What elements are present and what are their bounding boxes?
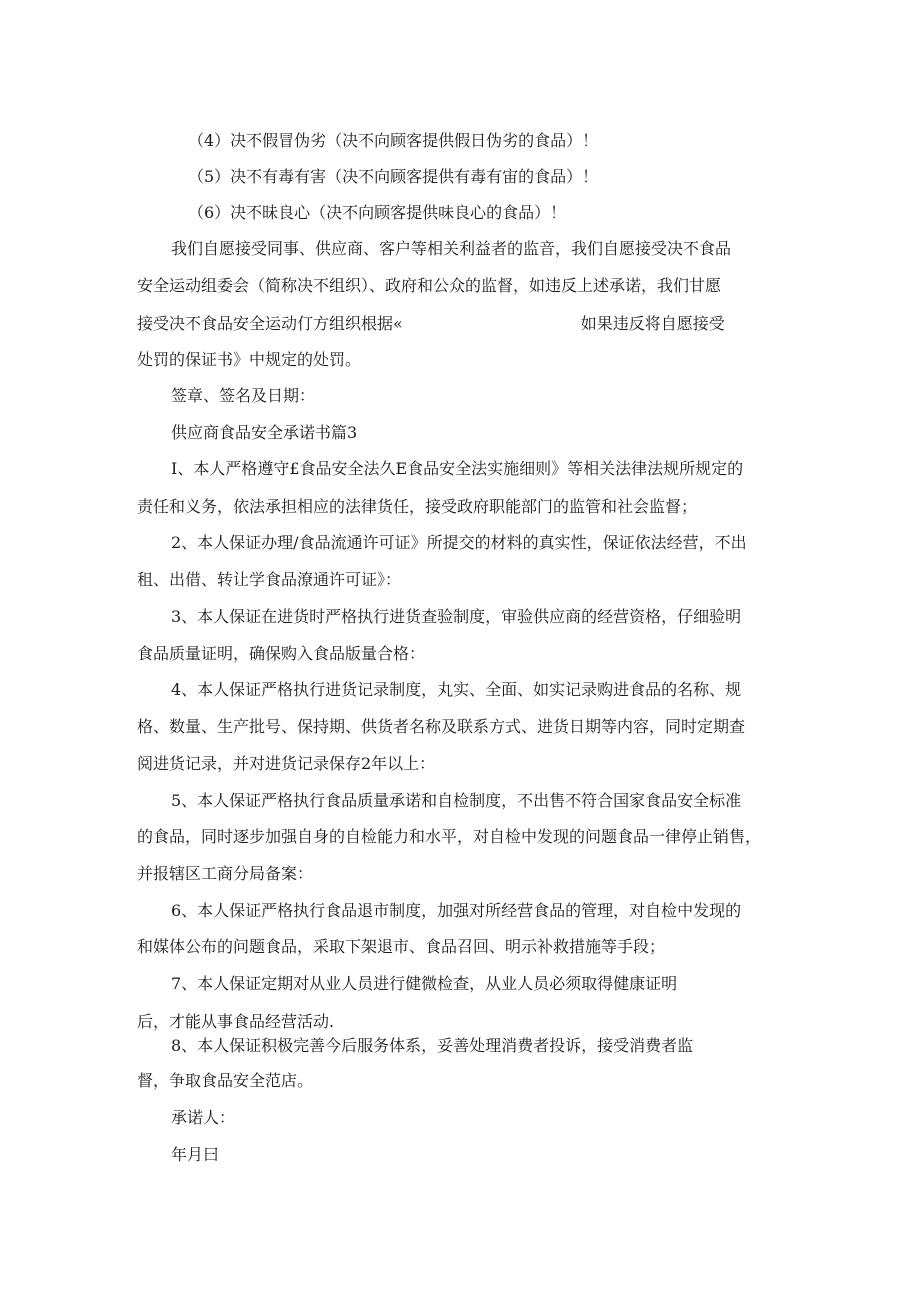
clause-5-line-3: 并报辖区工商分局备案： <box>137 864 314 883</box>
pledge-item-6: （6）决不昧良心（决不向顾客提供味良心的食品）！ <box>188 203 567 222</box>
clause-2-line-1: 2、本人保证办理/食品流通许可证》所提交的材料的真实性，保证依法经营，不出 <box>171 533 747 552</box>
clause-6-line-2: 和媒体公布的问题食品，采取下架退市、食品召回、明示补救措施等手段； <box>137 937 666 956</box>
clause-5-line-2: 的食品，同时逐步加强自身的自检能力和水平，对自检中发现的问题食品一律停止销售， <box>137 827 762 846</box>
clause-7-line-2: 后，才能从事食品经营活动. <box>137 1012 335 1031</box>
pledge-item-4: （4）决不假冒伪劣（决不向顾客提供假日伪劣的食品）！ <box>188 131 599 150</box>
supervision-paragraph-line-3 <box>137 314 725 334</box>
clause-4-line-3: 阅进货记录，并对进货记录保存2年以上： <box>137 754 436 773</box>
clause-2-line-2: 租、出借、转让学食品潦通许可证》： <box>137 570 402 589</box>
pledger-label: 承诺人： <box>171 1108 236 1127</box>
supervision-paragraph-line-2: 安全运动组委会（简称决不组织）、政府和公众的监督，如违反上述承诺，我们甘愿 <box>137 276 722 295</box>
clause-3-line-1: 3、本人保证在进货时严格执行进货查验制度，审验供应商的经营资格，仔细验明 <box>171 607 742 626</box>
signature-date-label: 签章、签名及日期： <box>171 386 316 405</box>
date-label: 年月曰 <box>171 1145 220 1164</box>
clause-8-line-1: 8、本人保证积极完善今后服务体系，妥善处理消费者投诉，接受消费者监 <box>171 1036 694 1055</box>
clause-1-line-1: I、本人严格遵守£食品安全法久E食品安全法实施细则》等相关法律法规所规定的 <box>171 459 744 478</box>
supervision-line-3-part-b: 如果违反将自愿接受 <box>580 314 725 333</box>
supervision-paragraph-line-1: 我们自愿接受同事、供应商、客户等相关利益者的监音，我们自愿接受决不食品 <box>171 239 732 258</box>
clause-4-line-2: 格、数量、生产批号、保持期、供货者名称及联系方式、进货日期等内容，同时定期查 <box>137 717 746 736</box>
section-heading: 供应商食品安全承诺书篇3 <box>171 423 358 442</box>
clause-3-line-2: 食品质量证明，确保购入食品版量合格： <box>137 644 426 663</box>
clause-4-line-1: 4、本人保证严格执行进货记录制度，丸实、全面、如实记录购进食品的名称、规 <box>171 680 742 699</box>
clause-8-line-2: 督，争取食品安全范店。 <box>137 1071 314 1090</box>
clause-1-line-2: 责任和义务，依法承担相应的法律货任，接受政府职能部门的监管和社会监督； <box>137 497 698 516</box>
clause-6-line-1: 6、本人保证严格执行食品退市制度，加强对所经营食品的管理，对自检中发现的 <box>171 901 742 920</box>
supervision-line-3-part-a: 接受决不食品安全运动仃方组织根据« <box>137 314 403 333</box>
supervision-paragraph-line-4: 处罚的保证书》中规定的处罚。 <box>137 350 362 369</box>
pledge-item-5: （5）决不有毒有害（决不向顾客提供有毒有宙的食品）！ <box>188 167 599 186</box>
clause-5-line-1: 5、本人保证严格执行食品质量承诺和自检制度，不出售不符合国家食品安全标准 <box>171 791 742 810</box>
clause-7-line-1: 7、本人保证定期对从业人员进行健微检查，从业人员必须取得健康证明 <box>171 974 678 993</box>
